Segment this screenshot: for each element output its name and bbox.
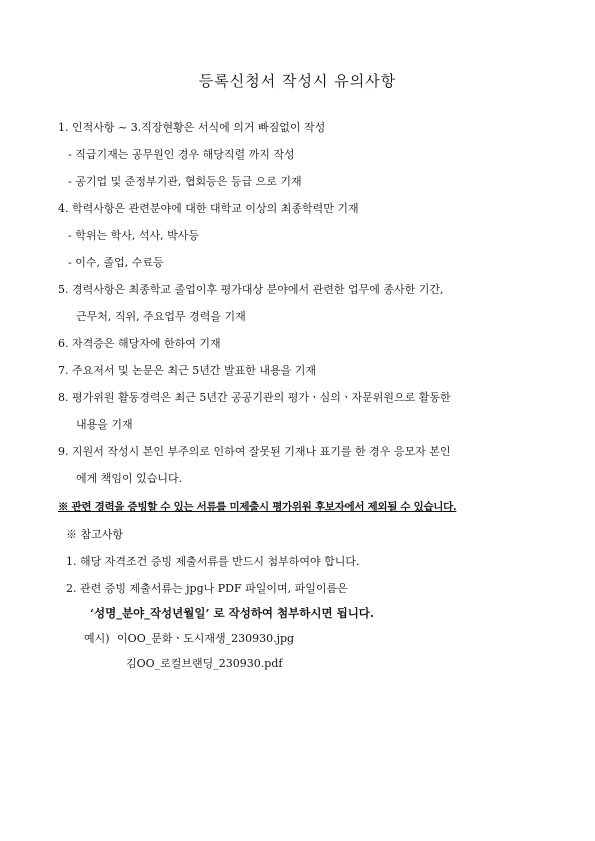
item-4-sub-1: - 학위는 학사, 석사, 박사등: [68, 229, 199, 242]
reference-heading: ※ 참고사항: [66, 528, 124, 541]
reference-item-1: 1. 해당 자격조건 증빙 제출서류를 반드시 첨부하여야 합니다.: [66, 555, 360, 568]
item-1-sub-2: - 공기업 및 준정부기관, 협회등은 등급 으로 기재: [68, 175, 302, 188]
item-5: 5. 경력사항은 최종학교 졸업이후 평가대상 분야에서 관련한 업무에 종사한 기간,: [58, 283, 444, 296]
item-8-continued: 내용을 기재: [76, 418, 133, 431]
warning-notice: ※ 관련 경력을 증빙할 수 있는 서류를 미제출시 평가위원 후보자에서 제외될 수 있습니다.: [58, 501, 457, 513]
example-label: 예시): [84, 632, 110, 645]
reference-item-2: 2. 관련 증빙 제출서류는 jpg나 PDF 파일이며, 파일이름은: [66, 582, 348, 595]
item-1-sub-1: - 직급기재는 공무원인 경우 해당직렬 까지 작성: [68, 148, 295, 161]
item-5-continued: 근무처, 직위, 주요업무 경력을 기재: [76, 310, 246, 323]
example-row-1: [84, 632, 294, 646]
item-9: 9. 지원서 작성시 본인 부주의로 인하여 잘못된 기재나 표기를 한 경우 응모자 본인: [58, 445, 451, 458]
item-4-sub-2: - 이수, 졸업, 수료등: [68, 256, 164, 269]
page-title: 등록신청서 작성시 유의사항: [198, 72, 397, 90]
item-9-continued: 에게 책임이 있습니다.: [76, 472, 183, 485]
example-filename-1: 이OO_문화ㆍ도시재생_230930.jpg: [117, 632, 295, 645]
example-filename-2: 김OO_로컬브랜딩_230930.pdf: [126, 657, 283, 670]
file-naming-rule: ‘성명_분야_작성년월일’ 로 작성하여 첨부하시면 됩니다.: [90, 606, 374, 620]
item-4: 4. 학력사항은 관련분야에 대한 대학교 이상의 최종학력만 기재: [58, 202, 359, 215]
item-7: 7. 주요저서 및 논문은 최근 5년간 발표한 내용을 기재: [58, 364, 316, 377]
item-1: 1. 인적사항 ~ 3.직장현황은 서식에 의거 빠짐없이 작성: [58, 121, 326, 134]
item-6: 6. 자격증은 해당자에 한하여 기재: [58, 337, 221, 350]
item-8: 8. 평가위원 활동경력은 최근 5년간 공공기관의 평가ㆍ심의ㆍ자문위원으로 활동한: [58, 391, 451, 404]
